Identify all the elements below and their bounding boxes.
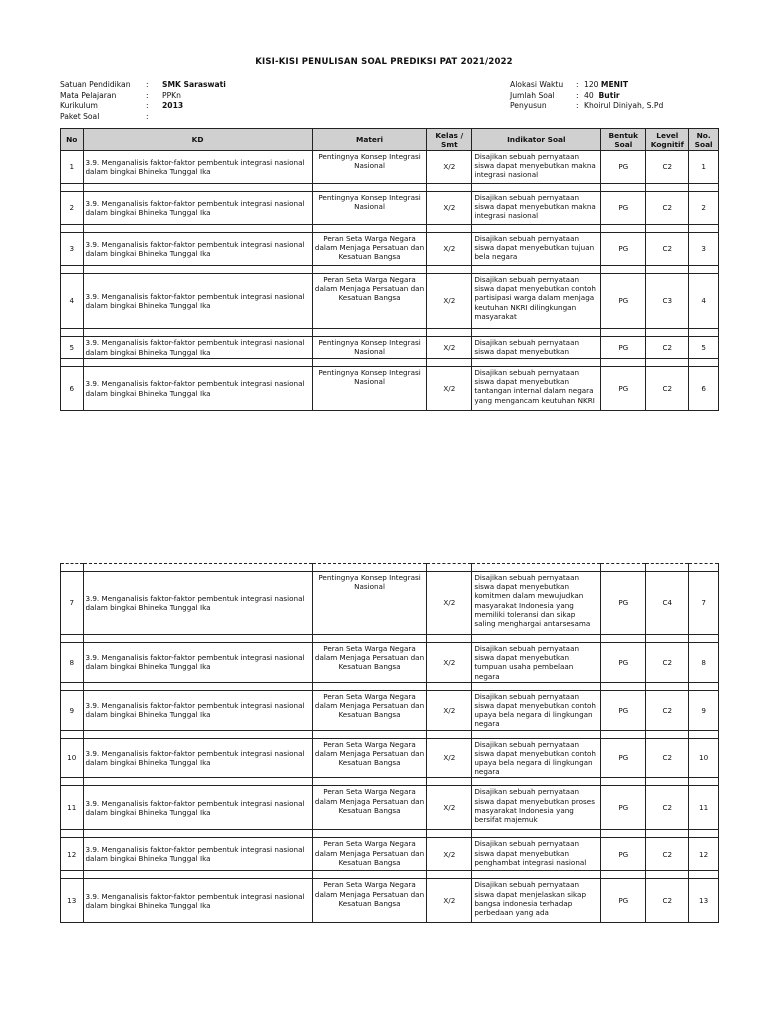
table-row: [61, 192, 719, 225]
header-bentuk: Bentuk Soal: [601, 129, 646, 151]
cell-kelas: X/2: [427, 367, 472, 411]
cell-nosoal: 12: [689, 838, 719, 871]
separator-row: [61, 871, 719, 879]
separator-row: [61, 730, 719, 738]
cell-no: 5: [61, 337, 84, 359]
table-row: [61, 572, 719, 635]
cell-nosoal: 3: [689, 233, 719, 266]
cell-kd: 3.9. Menganalisis faktor-faktor pembentuk integrasi nasional dalam bingkai Bhineka Tunggal Ika: [83, 151, 312, 184]
cell-no: 7: [61, 572, 84, 635]
cell-no: 4: [61, 274, 84, 329]
cell-kelas: X/2: [427, 274, 472, 329]
separator-row: [61, 266, 719, 274]
table-row: [61, 786, 719, 830]
meta-row: Satuan Pendidikan : SMK Saraswati: [60, 80, 226, 89]
cell-kd: 3.9. Menganalisis faktor-faktor pembentuk integrasi nasional dalam bingkai Bhineka Tunggal Ika: [83, 738, 312, 778]
cell-kd: 3.9. Menganalisis faktor-faktor pembentuk integrasi nasional dalam bingkai Bhineka Tunggal Ika: [83, 879, 312, 923]
cell-bentuk: PG: [601, 738, 646, 778]
cell-materi: Peran Seta Warga Negara dalam Menjaga Persatuan dan Kesatuan Bangsa: [312, 786, 427, 830]
meta-label: Paket Soal: [60, 111, 100, 121]
meta-label: Penyusun: [510, 101, 547, 110]
table-row: [61, 690, 719, 730]
cell-indikator: Disajikan sebuah pernyataan siswa dapat menyebutkan contoh upaya bela negara di lingkungan negara: [472, 738, 601, 778]
cell-nosoal: 9: [689, 690, 719, 730]
header-materi: Materi: [312, 129, 427, 151]
cell-kd: 3.9. Menganalisis faktor-faktor pembentuk integrasi nasional dalam bingkai Bhineka Tunggal Ika: [83, 786, 312, 830]
table-row: [61, 643, 719, 683]
meta-row: Jumlah Soal : 40 Butir: [510, 90, 620, 100]
cell-level: C2: [646, 233, 689, 266]
meta-unit: MENIT: [600, 80, 629, 89]
cell-materi: Peran Seta Warga Negara dalam Menjaga Persatuan dan Kesatuan Bangsa: [312, 643, 427, 683]
cell-kd: 3.9. Menganalisis faktor-faktor pembentuk integrasi nasional dalam bingkai Bhineka Tunggal Ika: [83, 233, 312, 266]
meta-row: Penyusun : Khoirul Diniyah, S.Pd: [510, 101, 664, 110]
cell-no: 2: [61, 192, 84, 225]
cell-indikator: Disajikan sebuah pernyataan siswa dapat menyebutkan makna integrasi nasional: [472, 151, 601, 184]
cell-kelas: X/2: [427, 786, 472, 830]
cell-materi: Peran Seta Warga Negara dalam Menjaga Persatuan dan Kesatuan Bangsa: [312, 879, 427, 923]
table-row: [61, 233, 719, 266]
cell-no: 3: [61, 233, 84, 266]
cell-bentuk: PG: [601, 879, 646, 923]
cell-level: C4: [646, 572, 689, 635]
cell-nosoal: 7: [689, 572, 719, 635]
table-row: [61, 367, 719, 411]
cell-bentuk: PG: [601, 274, 646, 329]
cell-indikator: Disajikan sebuah pernyataan siswa dapat menyebutkan contoh upaya bela negara di lingkungan negara: [472, 690, 601, 730]
cell-no: 12: [61, 838, 84, 871]
header-kelas: Kelas / Smt: [427, 129, 472, 151]
cell-materi: Peran Seta Warga Negara dalam Menjaga Persatuan dan Kesatuan Bangsa: [312, 233, 427, 266]
cell-level: C2: [646, 879, 689, 923]
cell-bentuk: PG: [601, 367, 646, 411]
cell-level: C2: [646, 838, 689, 871]
cell-nosoal: 2: [689, 192, 719, 225]
cell-bentuk: PG: [601, 233, 646, 266]
table-row: [61, 337, 719, 359]
cell-no: 13: [61, 879, 84, 923]
cell-kelas: X/2: [427, 192, 472, 225]
cell-kelas: X/2: [427, 879, 472, 923]
separator-row: [61, 635, 719, 643]
cell-no: 6: [61, 367, 84, 411]
table-row: [61, 838, 719, 871]
document-title: KISI-KISI PENULISAN SOAL PREDIKSI PAT 2021/2022: [255, 57, 513, 67]
separator-row: [61, 564, 719, 572]
cell-nosoal: 13: [689, 879, 719, 923]
cell-nosoal: 4: [689, 274, 719, 329]
cell-indikator: Disajikan sebuah pernyataan siswa dapat menyebutkan: [472, 337, 601, 359]
meta-label: Satuan Pendidikan: [60, 80, 131, 89]
meta-left: [60, 80, 226, 122]
cell-kelas: X/2: [427, 233, 472, 266]
cell-nosoal: 11: [689, 786, 719, 830]
cell-kd: 3.9. Menganalisis faktor-faktor pembentuk integrasi nasional dalam bingkai Bhineka Tunggal Ika: [83, 838, 312, 871]
separator-row: [61, 225, 719, 233]
cell-kelas: X/2: [427, 643, 472, 683]
cell-level: C3: [646, 274, 689, 329]
header-level: Level Kognitif: [646, 129, 689, 151]
cell-kelas: X/2: [427, 337, 472, 359]
cell-bentuk: PG: [601, 151, 646, 184]
cell-level: C2: [646, 643, 689, 683]
cell-kd: 3.9. Menganalisis faktor-faktor pembentuk integrasi nasional dalam bingkai Bhineka Tunggal Ika: [83, 643, 312, 683]
cell-kelas: X/2: [427, 690, 472, 730]
meta-value: Khoirul Diniyah, S.Pd: [584, 101, 664, 110]
cell-materi: Pentingnya Konsep Integrasi Nasional: [312, 367, 427, 411]
meta-value: SMK Saraswati: [162, 80, 226, 89]
table-header-row: [61, 129, 719, 151]
cell-bentuk: PG: [601, 572, 646, 635]
cell-level: C2: [646, 337, 689, 359]
cell-kd: 3.9. Menganalisis faktor-faktor pembentuk integrasi nasional dalam bingkai Bhineka Tunggal Ika: [83, 572, 312, 635]
meta-row: Paket Soal :: [60, 111, 149, 121]
cell-indikator: Disajikan sebuah pernyataan siswa dapat menyebutkan makna integrasi nasional: [472, 192, 601, 225]
meta-label: Mata Pelajaran: [60, 90, 117, 100]
meta-row: Mata Pelajaran : PPKn: [60, 90, 181, 100]
cell-bentuk: PG: [601, 192, 646, 225]
meta-label: Kurikulum: [60, 101, 98, 110]
cell-materi: Pentingnya Konsep Integrasi Nasional: [312, 192, 427, 225]
header-indikator: Indikator Soal: [472, 129, 601, 151]
header-nosoal: No. Soal: [689, 129, 719, 151]
cell-kd: 3.9. Menganalisis faktor-faktor pembentuk integrasi nasional dalam bingkai Bhineka Tunggal Ika: [83, 337, 312, 359]
cell-level: C2: [646, 738, 689, 778]
cell-nosoal: 5: [689, 337, 719, 359]
cell-indikator: Disajikan sebuah pernyataan siswa dapat menyebutkan tantangan internal dalam negara yang mengancam keutuhan NKRI: [472, 367, 601, 411]
header-kd: KD: [83, 129, 312, 151]
table-row: [61, 151, 719, 184]
meta-value: 120: [584, 80, 599, 89]
cell-bentuk: PG: [601, 786, 646, 830]
cell-bentuk: PG: [601, 838, 646, 871]
cell-indikator: Disajikan sebuah pernyataan siswa dapat menyebutkan proses masyarakat Indonesia yang bersifat majemuk: [472, 786, 601, 830]
meta-value: 2013: [162, 101, 184, 110]
cell-materi: Peran Seta Warga Negara dalam Menjaga Persatuan dan Kesatuan Bangsa: [312, 838, 427, 871]
cell-indikator: Disajikan sebuah pernyataan siswa dapat menyebutkan tumpuan usaha pembelaan negara: [472, 643, 601, 683]
separator-row: [61, 830, 719, 838]
kisi-kisi-table-page-2: [60, 563, 719, 923]
cell-no: 9: [61, 690, 84, 730]
meta-row: Alokasi Waktu : 120 MENIT: [510, 80, 629, 89]
table-row: [61, 738, 719, 778]
cell-level: C2: [646, 690, 689, 730]
meta-value: 40: [584, 90, 594, 100]
cell-no: 11: [61, 786, 84, 830]
separator-row: [61, 329, 719, 337]
kisi-kisi-table-page-1: [60, 128, 719, 411]
cell-bentuk: PG: [601, 690, 646, 730]
meta-row: Kurikulum : 2013: [60, 101, 184, 110]
cell-indikator: Disajikan sebuah pernyataan siswa dapat menyebutkan tujuan bela negara: [472, 233, 601, 266]
cell-materi: Peran Seta Warga Negara dalam Menjaga Persatuan dan Kesatuan Bangsa: [312, 274, 427, 329]
cell-level: C2: [646, 367, 689, 411]
cell-kd: 3.9. Menganalisis faktor-faktor pembentuk integrasi nasional dalam bingkai Bhineka Tunggal Ika: [83, 367, 312, 411]
cell-level: C2: [646, 192, 689, 225]
separator-row: [61, 682, 719, 690]
cell-kelas: X/2: [427, 151, 472, 184]
meta-right: [510, 80, 663, 112]
meta-label: Alokasi Waktu: [510, 80, 564, 89]
cell-kelas: X/2: [427, 738, 472, 778]
cell-kelas: X/2: [427, 838, 472, 871]
cell-nosoal: 6: [689, 367, 719, 411]
cell-level: C2: [646, 151, 689, 184]
cell-no: 8: [61, 643, 84, 683]
table-row: [61, 274, 719, 329]
meta-label: Jumlah Soal: [510, 90, 555, 100]
table-row: [61, 879, 719, 923]
cell-kelas: X/2: [427, 572, 472, 635]
cell-nosoal: 10: [689, 738, 719, 778]
cell-materi: Pentingnya Konsep Integrasi Nasional: [312, 572, 427, 635]
cell-materi: Pentingnya Konsep Integrasi Nasional: [312, 337, 427, 359]
cell-indikator: Disajikan sebuah pernyataan siswa dapat menyebutkan penghambat integrasi nasional: [472, 838, 601, 871]
cell-bentuk: PG: [601, 337, 646, 359]
cell-indikator: Disajikan sebuah pernyataan siswa dapat menjelaskan sikap bangsa indonesia terhadap perbedaan yang ada: [472, 879, 601, 923]
cell-bentuk: PG: [601, 643, 646, 683]
separator-row: [61, 184, 719, 192]
cell-indikator: Disajikan sebuah pernyataan siswa dapat menyebutkan contoh partisipasi warga dalam menjaga keutuhan NKRI dilingkungan masyarakat: [472, 274, 601, 329]
meta-value: PPKn: [162, 90, 181, 100]
cell-kd: 3.9. Menganalisis faktor-faktor pembentuk integrasi nasional dalam bingkai Bhineka Tunggal Ika: [83, 690, 312, 730]
header-no: No: [61, 129, 84, 151]
cell-materi: Peran Seta Warga Negara dalam Menjaga Persatuan dan Kesatuan Bangsa: [312, 690, 427, 730]
cell-no: 10: [61, 738, 84, 778]
cell-nosoal: 8: [689, 643, 719, 683]
cell-kd: 3.9. Menganalisis faktor-faktor pembentuk integrasi nasional dalam bingkai Bhineka Tunggal Ika: [83, 192, 312, 225]
cell-materi: Peran Seta Warga Negara dalam Menjaga Persatuan dan Kesatuan Bangsa: [312, 738, 427, 778]
cell-no: 1: [61, 151, 84, 184]
cell-kd: 3.9. Menganalisis faktor-faktor pembentuk integrasi nasional dalam bingkai Bhineka Tunggal Ika: [83, 274, 312, 329]
cell-materi: Pentingnya Konsep Integrasi Nasional: [312, 151, 427, 184]
meta-unit: Butir: [598, 90, 620, 100]
cell-indikator: Disajikan sebuah pernyataan siswa dapat menyebutkan komitmen dalam mewujudkan masyarakat Indonesia yang memiliki toleransi dan sikap saling menghargai antarsesama: [472, 572, 601, 635]
separator-row: [61, 778, 719, 786]
separator-row: [61, 359, 719, 367]
cell-nosoal: 1: [689, 151, 719, 184]
cell-level: C2: [646, 786, 689, 830]
